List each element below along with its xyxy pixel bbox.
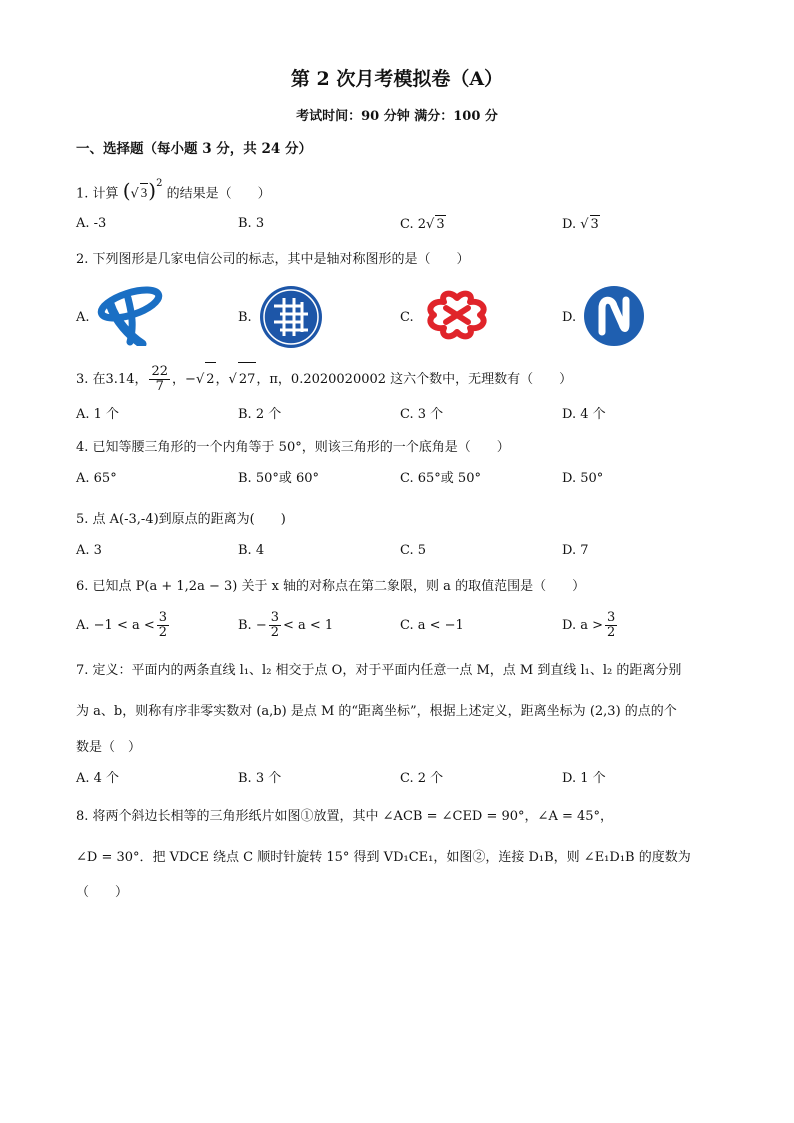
q1-c-prefix: C. 2 <box>400 217 427 232</box>
q6-option-d[interactable] <box>562 609 619 643</box>
q6-a-frac-den: 2 <box>158 625 168 640</box>
netcom-logo-icon[interactable] <box>258 284 324 350</box>
q7-option-d[interactable]: D. 1 个 <box>562 771 606 786</box>
china-mobile-logo-icon[interactable] <box>582 284 646 348</box>
q6-option-a[interactable] <box>76 609 171 643</box>
q3-frac-num: 22 <box>151 364 169 379</box>
q7-option-a[interactable]: A. 4 个 <box>76 771 120 786</box>
q5-option-d[interactable]: D. 7 <box>562 543 589 558</box>
question-8-line-2: ∠D = 30°．把 VDCE 绕点 C 顺时针旋转 15° 得到 VD₁CE₁，如图②，连接 D₁B，则 ∠E₁D₁B 的度数为 <box>76 850 691 865</box>
q3-option-d[interactable]: D. 4 个 <box>562 407 606 422</box>
question-7-line-2: 为 a、b，则称有序非零实数对 (a,b) 是点 M 的“距离坐标”，根据上述定义，距离坐标为 (2,3) 的点的个 <box>76 704 677 719</box>
question-4: 4. 已知等腰三角形的一个内角等于 50°，则该三角形的一个底角是（ ） <box>76 440 510 455</box>
q6-option-b[interactable] <box>238 609 333 643</box>
q3-lead: 3. 在3.14， <box>76 372 148 387</box>
q2-label-c[interactable]: C. <box>400 310 414 325</box>
q4-option-b[interactable]: B. 50°或 60° <box>238 471 320 486</box>
q3-option-c[interactable]: C. 3 个 <box>400 407 444 422</box>
question-2: 2. 下列图形是几家电信公司的标志，其中是轴对称图形的是（ ） <box>76 252 470 267</box>
q5-option-c[interactable]: C. 5 <box>400 543 427 558</box>
q1-option-c[interactable]: C. 2√ 3 <box>400 217 445 232</box>
q2-label-d[interactable]: D. <box>562 310 577 325</box>
page-title: 第 2 次月考模拟卷（A） <box>290 68 504 90</box>
china-unicom-logo-icon[interactable] <box>420 288 494 342</box>
q6-option-c[interactable]: C. a < −1 <box>400 618 464 633</box>
question-7-line-1: 7. 定义：平面内的两条直线 l₁、l₂ 相交于点 O，对于平面内任意一点 M，点 M 到直线 l₁、l₂ 的距离分别 <box>76 663 682 678</box>
q6-d-frac-num: 3 <box>607 610 616 625</box>
q1-option-b[interactable]: B. 3 <box>238 216 265 231</box>
q1-lead: 1. 计算 <box>76 186 119 202</box>
q4-option-c[interactable]: C. 65°或 50° <box>400 471 481 486</box>
q4-option-d[interactable]: D. 50° <box>562 471 604 486</box>
q3-part4: ，π，0.2020020002 这六个数中，无理数有（ ） <box>256 372 573 387</box>
q3-rad1: 2 <box>205 362 215 397</box>
q2-label-b[interactable]: B. <box>238 310 252 325</box>
question-3: 3. 在3.14， $\frac{22}{7}$ ，−√ 2，√ 27，π，0.2020020002 这六个数中，无理数有（ ） <box>76 362 572 397</box>
q7-option-c[interactable]: C. 2 个 <box>400 771 444 786</box>
q1-exponent: 2 <box>156 178 163 189</box>
q3-frac-den: 7 <box>155 379 164 394</box>
q3-rad2: 27 <box>238 362 257 397</box>
question-7-line-3: 数是（ ） <box>76 740 142 755</box>
q1-c-radicand: 3 <box>436 217 445 232</box>
q6-d-frac-den: 2 <box>607 625 616 640</box>
q3-part2: ，− <box>172 372 196 387</box>
q2-label-a[interactable]: A. <box>76 310 90 325</box>
q1-option-a[interactable]: A. -3 <box>76 216 107 231</box>
q5-option-a[interactable]: A. 3 <box>76 543 102 558</box>
q1-d-prefix: D. <box>562 217 577 232</box>
q3-fraction <box>149 365 170 394</box>
q7-option-b[interactable]: B. 3 个 <box>238 771 282 786</box>
q5-option-b[interactable]: B. 4 <box>238 543 265 558</box>
q6-d-prefix: D. a > <box>562 618 603 633</box>
q1-tail: 的结果是（ ） <box>166 186 271 202</box>
q6-b-prefix: B. − <box>238 618 267 633</box>
q1-d-radicand: 3 <box>590 217 599 232</box>
q6-b-suffix: < a < 1 <box>283 618 334 633</box>
q3-part3: ， <box>215 372 229 387</box>
question-8-line-1: 8. 将两个斜边长相等的三角形纸片如图①放置，其中 ∠ACB = ∠CED = 90°，∠A = 45°， <box>76 809 614 824</box>
q3-option-a[interactable]: A. 1 个 <box>76 407 120 422</box>
question-8-line-3: （ ） <box>76 885 129 900</box>
q6-a-prefix: A. −1 < a < <box>76 618 155 633</box>
q1-option-d[interactable]: D. √ 3 <box>562 217 599 232</box>
exam-info: 考试时间：90 分钟 满分：100 分 <box>296 109 498 124</box>
q6-a-frac-num: 3 <box>158 610 168 625</box>
q6-b-frac-den: 2 <box>270 625 279 640</box>
section-heading: 一、选择题（每小题 3 分，共 24 分） <box>76 141 312 157</box>
q1-radicand: 3 <box>140 185 148 201</box>
q6-b-frac-num: 3 <box>270 610 279 625</box>
question-1: 1. 计算 (√ 3)$^2$ 的结果是（ ） <box>76 178 271 203</box>
question-5: 5. 点 A(-3,-4)到原点的距离为( ) <box>76 512 286 527</box>
china-telecom-logo-icon[interactable] <box>96 284 164 346</box>
q4-option-a[interactable]: A. 65° <box>76 471 117 486</box>
question-6: 6. 已知点 P(a + 1,2a − 3) 关于 x 轴的对称点在第二象限，则 a 的取值范围是（ ） <box>76 579 586 594</box>
q3-option-b[interactable]: B. 2 个 <box>238 407 282 422</box>
